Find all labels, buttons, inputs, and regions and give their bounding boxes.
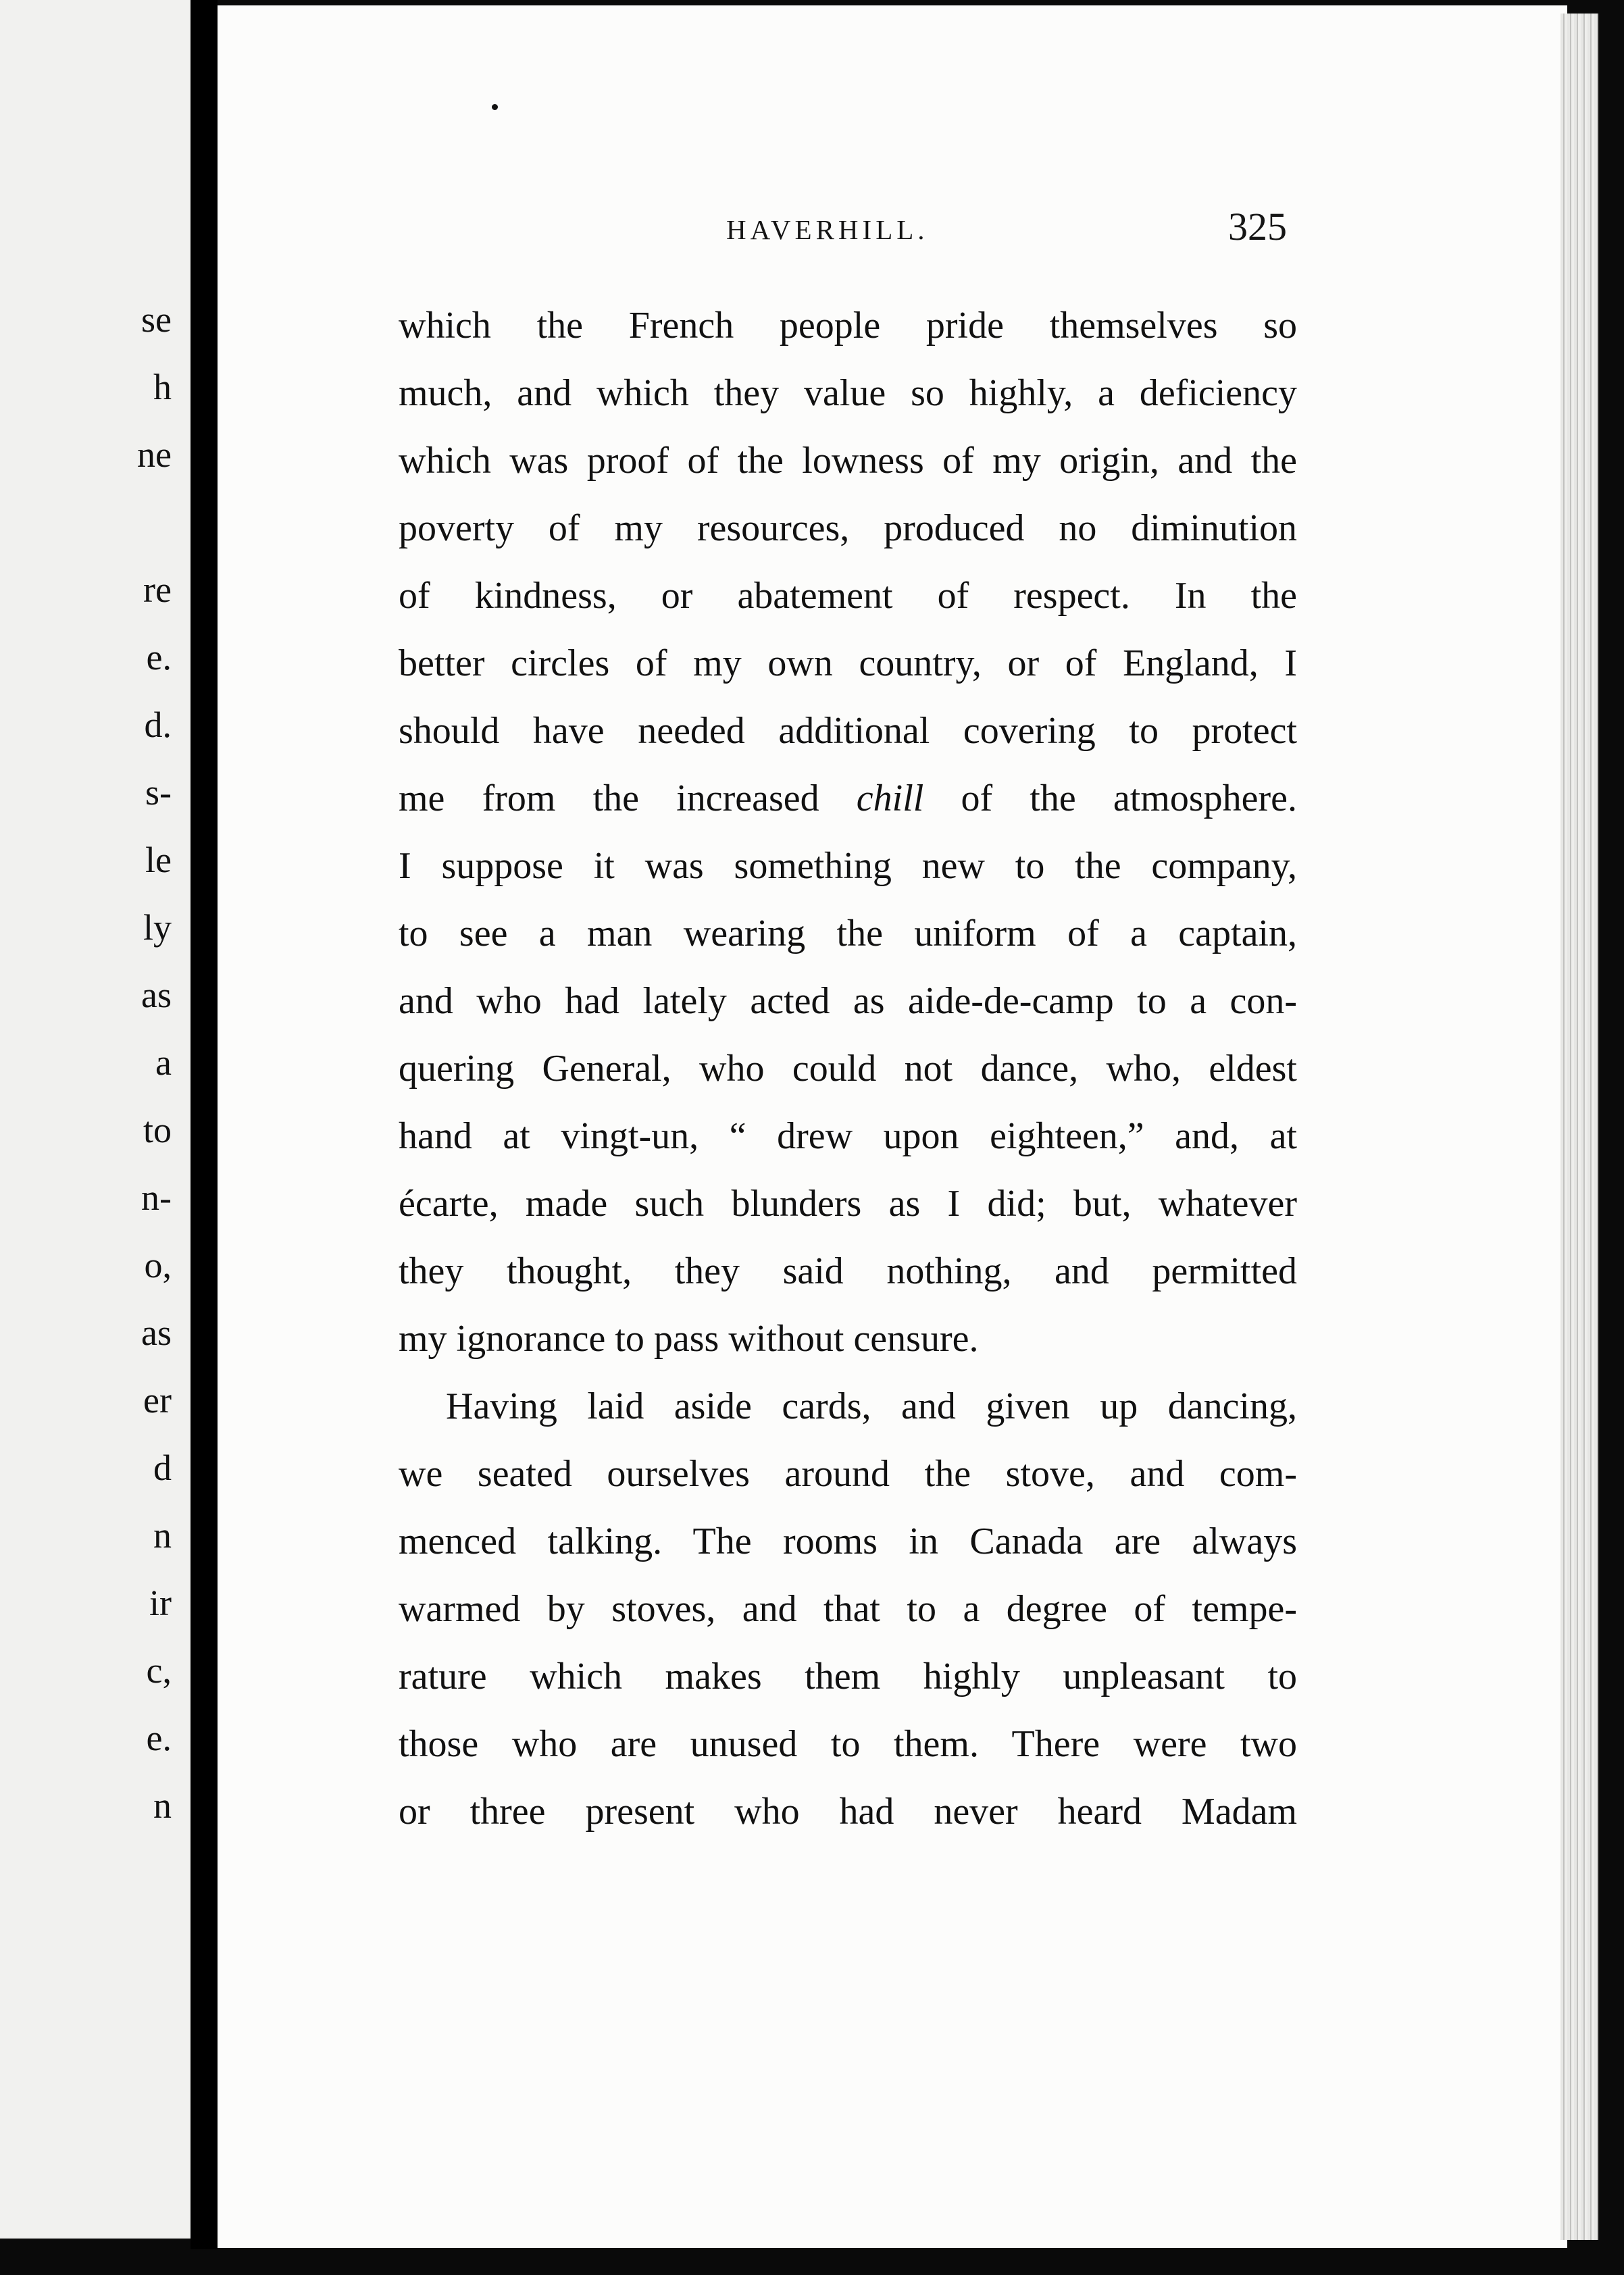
- left-page-fragment: as: [141, 975, 172, 1015]
- paragraph-1: [399, 292, 1297, 1373]
- left-page-fragment: as: [141, 1312, 172, 1353]
- left-page-fragment: o,: [144, 1245, 172, 1285]
- left-page-fragment: ir: [149, 1583, 172, 1623]
- left-page-fragment: ly: [143, 907, 172, 948]
- text-line: my ignorance to pass without censure.: [399, 1318, 979, 1360]
- italic-word: chill: [856, 777, 924, 819]
- paragraph-2: [399, 1373, 1297, 1845]
- text-line: those who are unused to them. There were two: [399, 1723, 1297, 1765]
- text-line: me from the increased chill of the atmosphere.: [399, 777, 1298, 819]
- left-page-fragment: le: [145, 840, 172, 880]
- text-line: poverty of my resources, produced no diminution: [399, 507, 1297, 549]
- left-page-fragment: e.: [146, 1718, 172, 1758]
- left-page-fragment: c,: [146, 1650, 172, 1691]
- left-page-fragment: e.: [146, 637, 172, 678]
- page-number: 325: [1228, 205, 1287, 249]
- text-line: should have needed additional covering to protect: [399, 710, 1297, 752]
- left-page-fragment: n: [153, 1785, 172, 1826]
- left-page-fragment: n: [153, 1515, 172, 1556]
- text-line: I suppose it was something new to the company,: [399, 845, 1297, 887]
- left-page-fragment: a: [155, 1042, 172, 1083]
- body-text: [399, 292, 1297, 1845]
- text-line: rature which makes them highly unpleasant to: [399, 1656, 1297, 1697]
- text-line: écarte, made such blunders as I did; but, whatever: [399, 1183, 1297, 1225]
- left-page-fragment: d.: [144, 705, 172, 745]
- left-page-edge: [0, 0, 191, 2239]
- running-head: HAVERHILL.: [726, 214, 929, 245]
- page-edges: [1560, 14, 1598, 2240]
- left-page-fragment: se: [141, 299, 172, 340]
- text-line: which the French people pride themselves so: [399, 305, 1297, 347]
- text-line: and who had lately acted as aide-de-camp to a con-: [399, 980, 1297, 1022]
- ink-speck: [492, 104, 498, 110]
- text-line: warmed by stoves, and that to a degree of tempe-: [399, 1588, 1297, 1630]
- left-page-fragment: h: [153, 367, 172, 407]
- text-line: hand at vingt-un, “ drew upon eighteen,” and, at: [399, 1115, 1297, 1157]
- left-page-fragment: d: [153, 1448, 172, 1488]
- left-page-fragment: s-: [145, 772, 172, 813]
- text-line: much, and which they value so highly, a deficiency: [399, 372, 1297, 414]
- text-line: menced talking. The rooms in Canada are always: [399, 1520, 1297, 1562]
- book-gutter: [191, 0, 218, 2249]
- left-page-fragment: re: [143, 569, 172, 610]
- left-page-fragment: to: [143, 1110, 172, 1150]
- text-line: of kindness, or abatement of respect. In the: [399, 575, 1297, 617]
- left-page-fragment: ne: [137, 434, 172, 475]
- text-line: they thought, they said nothing, and permitted: [399, 1250, 1297, 1292]
- text-line: or three present who had never heard Madam: [399, 1791, 1297, 1833]
- text-line: which was proof of the lowness of my origin, and the: [399, 440, 1297, 482]
- left-page-fragment: er: [143, 1380, 172, 1421]
- text-line: to see a man wearing the uniform of a captain,: [399, 913, 1297, 954]
- text-line: Having laid aside cards, and given up dancing,: [446, 1385, 1297, 1427]
- text-line: we seated ourselves around the stove, and com-: [399, 1453, 1297, 1495]
- text-line: better circles of my own country, or of England, I: [399, 642, 1297, 684]
- left-page-fragment: n-: [141, 1177, 172, 1218]
- text-line: quering General, who could not dance, who, eldest: [399, 1048, 1297, 1090]
